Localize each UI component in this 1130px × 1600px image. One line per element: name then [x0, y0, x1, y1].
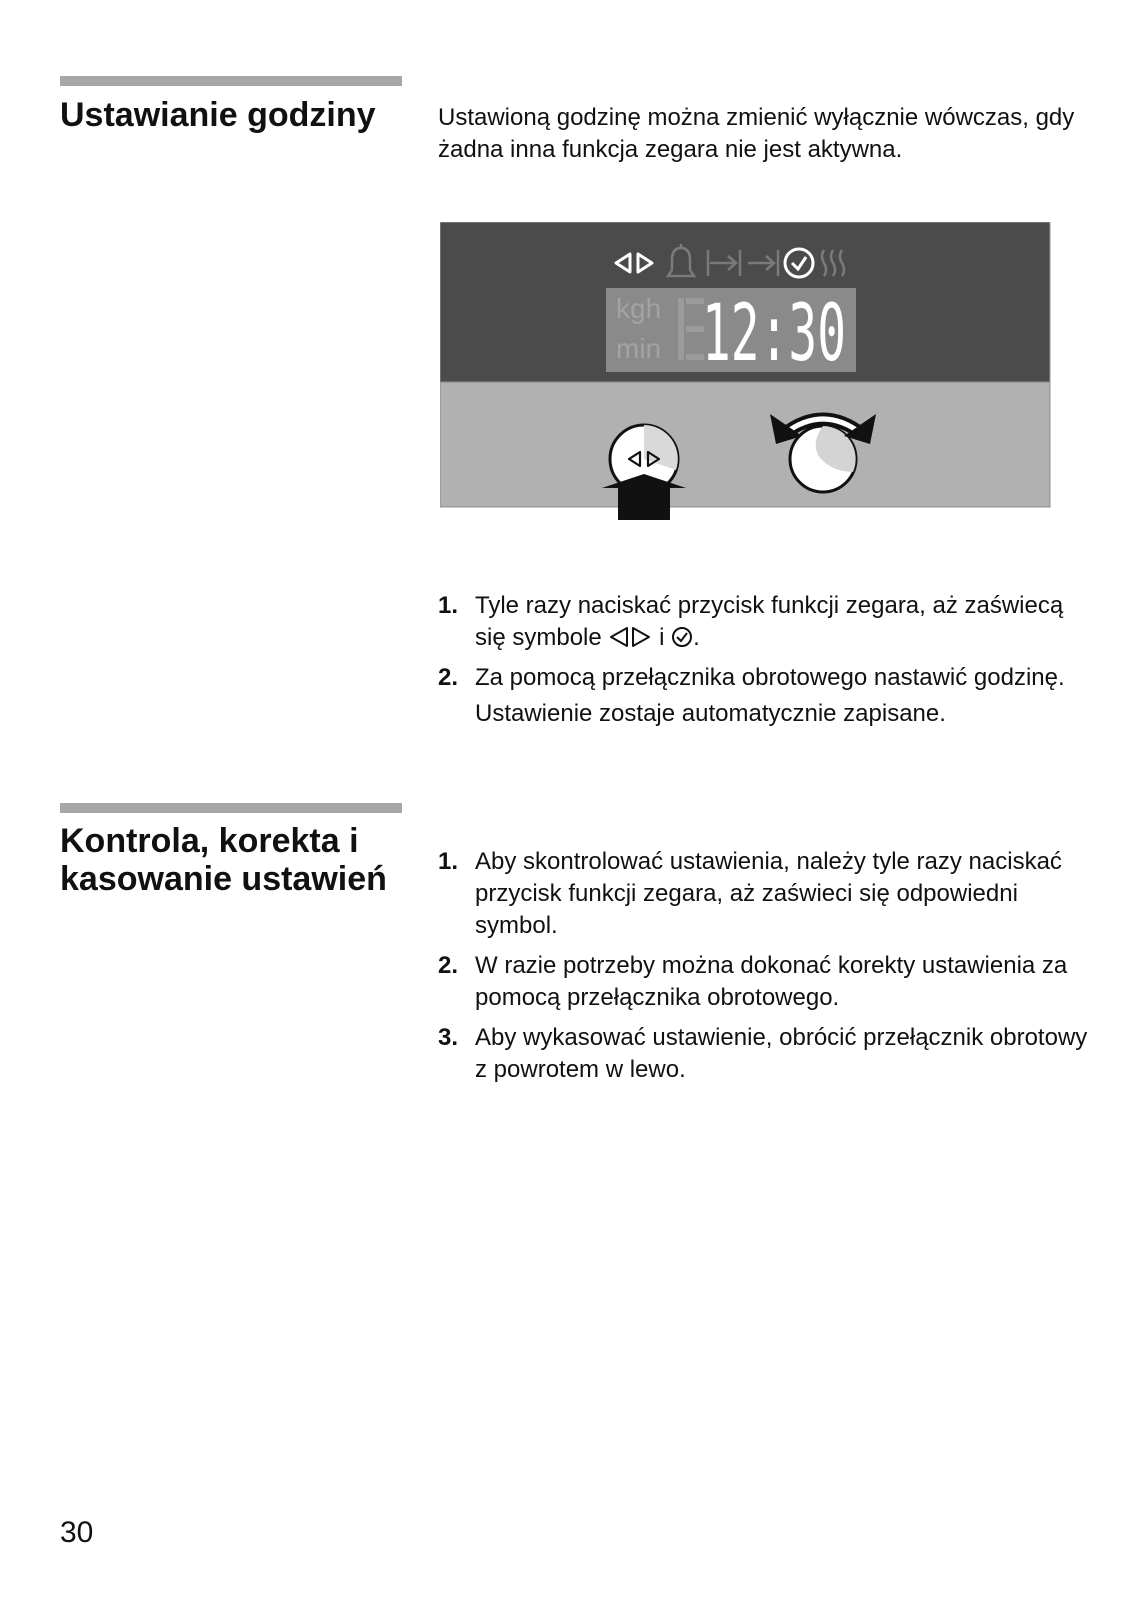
step-text-end: .	[693, 624, 700, 651]
oven-clock-figure	[440, 222, 1070, 532]
step-item	[438, 950, 1088, 1014]
display-unit-bottom: min	[616, 333, 662, 364]
step-number: 1.	[438, 592, 459, 619]
step-item	[438, 662, 1088, 730]
intro-paragraph: Ustawioną godzinę można zmienić wyłącznie wówczas, gdy żadna inna funkcja zegara nie jest aktywna.	[438, 104, 1075, 163]
step-text: W razie potrzeby można dokonać korekty ustawienia za pomocą przełącznika obrotowego.	[475, 952, 1068, 1011]
display-unit-top: kgh	[616, 293, 662, 324]
time-setting-steps	[438, 590, 1088, 738]
control-panel	[440, 382, 1050, 507]
step-text: Aby wykasować ustawienie, obrócić przełącznik obrotowy z powrotem w lewo.	[475, 1024, 1088, 1083]
step-note: Ustawienie zostaje automatycznie zapisane.	[475, 700, 946, 727]
step-text: Za pomocą przełącznika obrotowego nastawić godzinę.	[475, 664, 1065, 691]
clock-icon	[671, 626, 693, 648]
step-text: Tyle razy naciskać przycisk funkcji zegara, aż zaświecą się symbole	[475, 592, 1064, 651]
step-number: 3.	[438, 1024, 459, 1051]
section-title: Kontrola, korekta i kasowanie ustawień	[60, 822, 387, 898]
step-number: 1.	[438, 848, 459, 875]
section-rule	[60, 803, 402, 813]
step-number: 2.	[438, 952, 459, 979]
step-text-mid: i	[659, 624, 665, 651]
step-number: 2.	[438, 664, 459, 691]
display-time: 12:30	[702, 289, 846, 379]
step-item	[438, 590, 1088, 654]
step-text: Aby skontrolować ustawienia, należy tyle razy naciskać przycisk funkcji zegara, aż zaświeci się odpowiedni symbol.	[475, 848, 1062, 939]
page-number: 30	[60, 1516, 94, 1549]
check-correct-delete-steps	[438, 846, 1088, 1094]
step-item	[438, 1022, 1088, 1086]
section-rule	[60, 76, 402, 86]
oven-panel-illustration	[440, 222, 1070, 532]
clock-function-arrows-icon	[608, 626, 652, 648]
step-item	[438, 846, 1088, 942]
section-title: Ustawianie godziny	[60, 96, 376, 134]
